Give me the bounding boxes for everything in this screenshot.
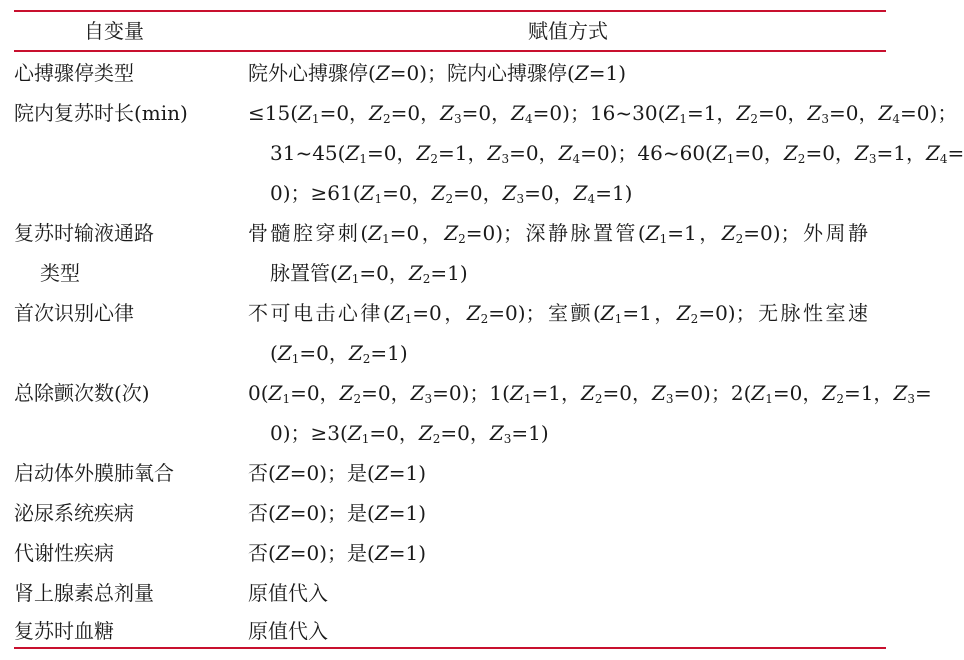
row-2-value-line-3: 0)；$\ge 61(Z_1=0$，$Z_2=0$，$Z_3=0$，$Z_4=1$) — [270, 181, 633, 206]
row-9-value: 原值代入 — [248, 581, 328, 605]
row-2-variable: 院内复苏时长(min) — [14, 101, 188, 125]
bottom-rule — [14, 647, 886, 649]
row-4-variable: 首次识别心律 — [14, 301, 134, 325]
row-4-value-line-2: ($Z_1=0$，$Z_2=1$) — [270, 341, 408, 366]
row-6-variable: 启动体外膜肺氧合 — [14, 461, 174, 485]
row-3-variable-line-1: 复苏时输液通路 — [14, 221, 154, 245]
row-2-value-line-2: $31\sim 45(Z_1=0$，$Z_2=1$，$Z_3=0$，$Z_4=0$)；$46\sim 60(Z_1=0$，$Z_2=0$，$Z_3=1$，$Z_4=$ — [270, 141, 964, 166]
row-3-value-line-2: 脉置管($Z_1=0$，$Z_2=1$) — [270, 261, 468, 286]
row-1-value: 院外心搏骤停(Z=0)；院内心搏骤停(Z=1) — [248, 61, 627, 85]
header-assignment: 赋值方式 — [528, 19, 608, 43]
row-2-value-line-1: $\le 15(Z_1=0$，$Z_2=0$，$Z_3=0$，$Z_4=0$)；$16\sim 30(Z_1=1$，$Z_2=0$，$Z_3=0$，$Z_4=0$)； — [248, 101, 958, 126]
row-5-value-line-2: 0)；$\ge 3(Z_1=0$，$Z_2=0$，$Z_3=1$) — [270, 421, 549, 446]
row-1-variable: 心搏骤停类型 — [14, 61, 134, 85]
row-3-variable-line-2: 类型 — [40, 261, 80, 285]
row-3-value-line-1: 骨髓腔穿刺($Z_1=0$，$Z_2=0$)；深静脉置管($Z_1=1$，$Z_2=0$)；外周静 — [248, 221, 868, 246]
header-rule — [14, 50, 886, 52]
row-6-value: 否(Z=0)；是(Z=1) — [248, 461, 427, 485]
row-7-variable: 泌尿系统疾病 — [14, 501, 134, 525]
row-8-value: 否(Z=0)；是(Z=1) — [248, 541, 427, 565]
row-5-value-line-1: $0(Z_1=0$，$Z_2=0$，$Z_3=0$)；$1(Z_1=1$，$Z_2=0$，$Z_3=0$)；$2(Z_1=0$，$Z_2=1$，$Z_3=$ — [248, 381, 932, 406]
header-variable: 自变量 — [84, 19, 144, 43]
row-10-value: 原值代入 — [248, 619, 328, 643]
row-5-variable: 总除颤次数(次) — [14, 381, 150, 405]
top-rule — [14, 10, 886, 12]
row-9-variable: 肾上腺素总剂量 — [14, 581, 154, 605]
row-8-variable: 代谢性疾病 — [14, 541, 114, 565]
row-10-variable: 复苏时血糖 — [14, 619, 114, 643]
row-7-value: 否(Z=0)；是(Z=1) — [248, 501, 427, 525]
row-4-value-line-1: 不可电击心律($Z_1=0$，$Z_2=0$)；室颤($Z_1=1$，$Z_2=0$)；无脉性室速 — [248, 301, 868, 326]
